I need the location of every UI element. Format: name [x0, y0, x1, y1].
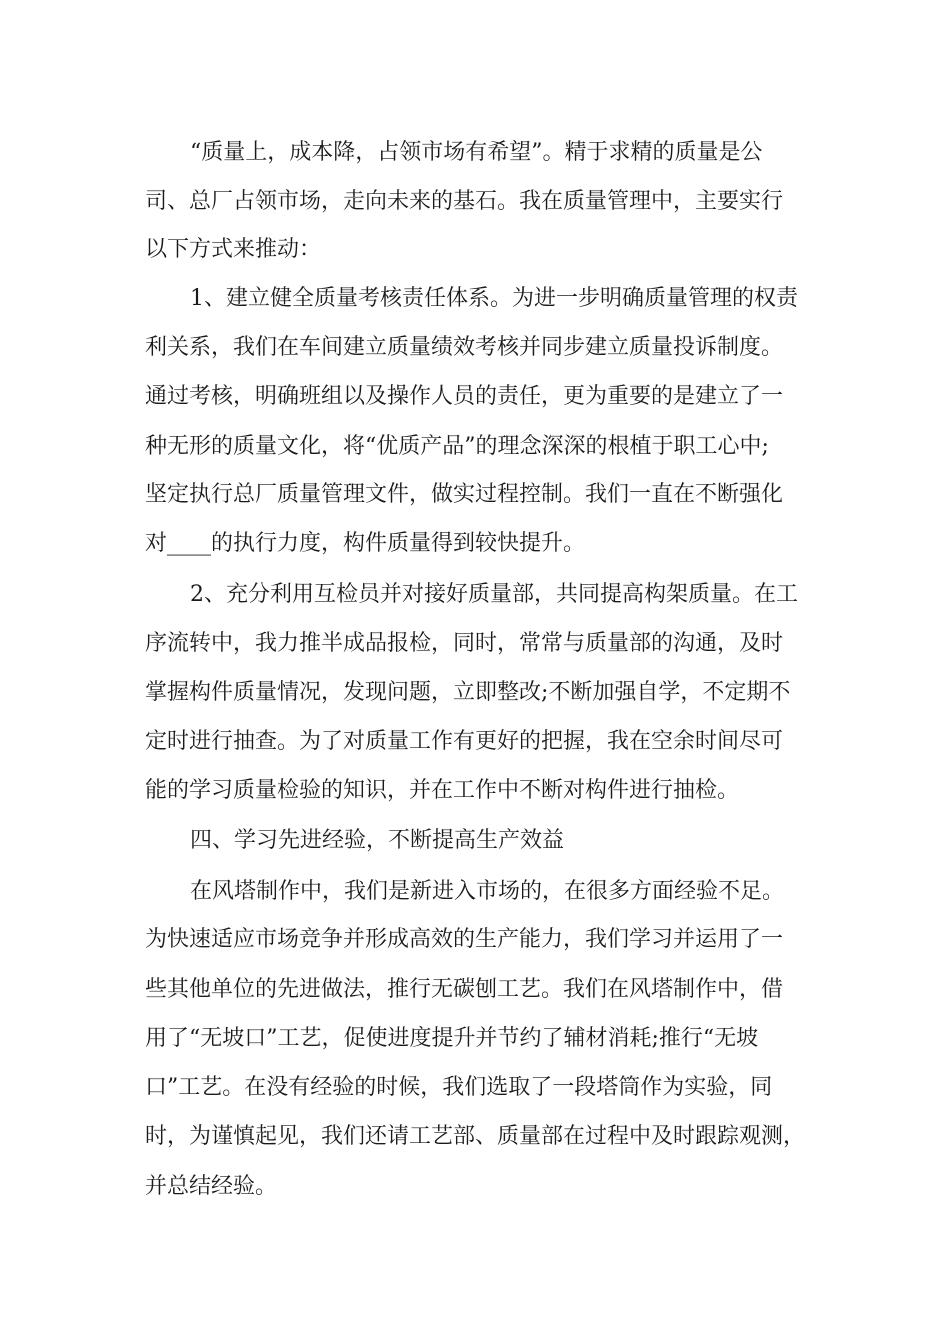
text-line: 种无形的质量文化，将“优质产品”的理念深深的根植于职工心中;	[145, 434, 769, 459]
text-line: “质量上，成本降，占领市场有希望”。精于求精的质量是公	[190, 140, 763, 165]
text-line: 并总结经验。	[145, 1174, 278, 1199]
text-line: 以下方式来推动：	[145, 237, 322, 262]
text-line: 口”工艺。在没有经验的时候，我们选取了一段塔筒作为实验，同	[145, 1075, 773, 1100]
text-line: 用了“无坡口”工艺，促使进度提升并节约了辅材消耗;推行“无坡	[145, 1026, 759, 1051]
text-line: 2、充分利用互检员并对接好质量部，共同提高构架质量。在工	[190, 582, 798, 607]
text-line: 利关系，我们在车间建立质量绩效考核并同步建立质量投诉制度。	[145, 335, 784, 360]
text-line: 坚定执行总厂质量管理文件，做实过程控制。我们一直在不断强化	[145, 482, 784, 507]
text-line: 能的学习质量检验的知识，并在工作中不断对构件进行抽检。	[145, 778, 740, 803]
text-line: 在风塔制作中，我们是新进入市场的，在很多方面经验不足。	[190, 879, 785, 904]
text-line: 些其他单位的先进做法，推行无碳刨工艺。我们在风塔制作中，借	[145, 977, 784, 1002]
text-line: 1、建立健全质量考核责任体系。为进一步明确质量管理的权责	[190, 286, 798, 311]
text-line: 对____的执行力度，构件质量得到较快提升。	[145, 531, 586, 556]
text-line: 为快速适应市场竞争并形成高效的生产能力，我们学习并运用了一	[145, 927, 784, 952]
section-heading: 四、学习先进经验，不断提高生产效益	[190, 828, 565, 853]
text-line: 序流转中，我力推半成品报检，同时，常常与质量部的沟通，及时	[145, 631, 784, 656]
text-line: 通过考核，明确班组以及操作人员的责任，更为重要的是建立了一	[145, 384, 784, 409]
text-line: 掌握构件质量情况，发现问题，立即整改;不断加强自学，不定期不	[145, 680, 791, 705]
text-line: 定时进行抽查。为了对质量工作有更好的把握，我在空余时间尽可	[145, 729, 784, 754]
text-line: 时，为谨慎起见，我们还请工艺部、质量部在过程中及时跟踪观测，	[145, 1124, 806, 1149]
text-line: 司、总厂占领市场，走向未来的基石。我在质量管理中，主要实行	[145, 189, 784, 214]
